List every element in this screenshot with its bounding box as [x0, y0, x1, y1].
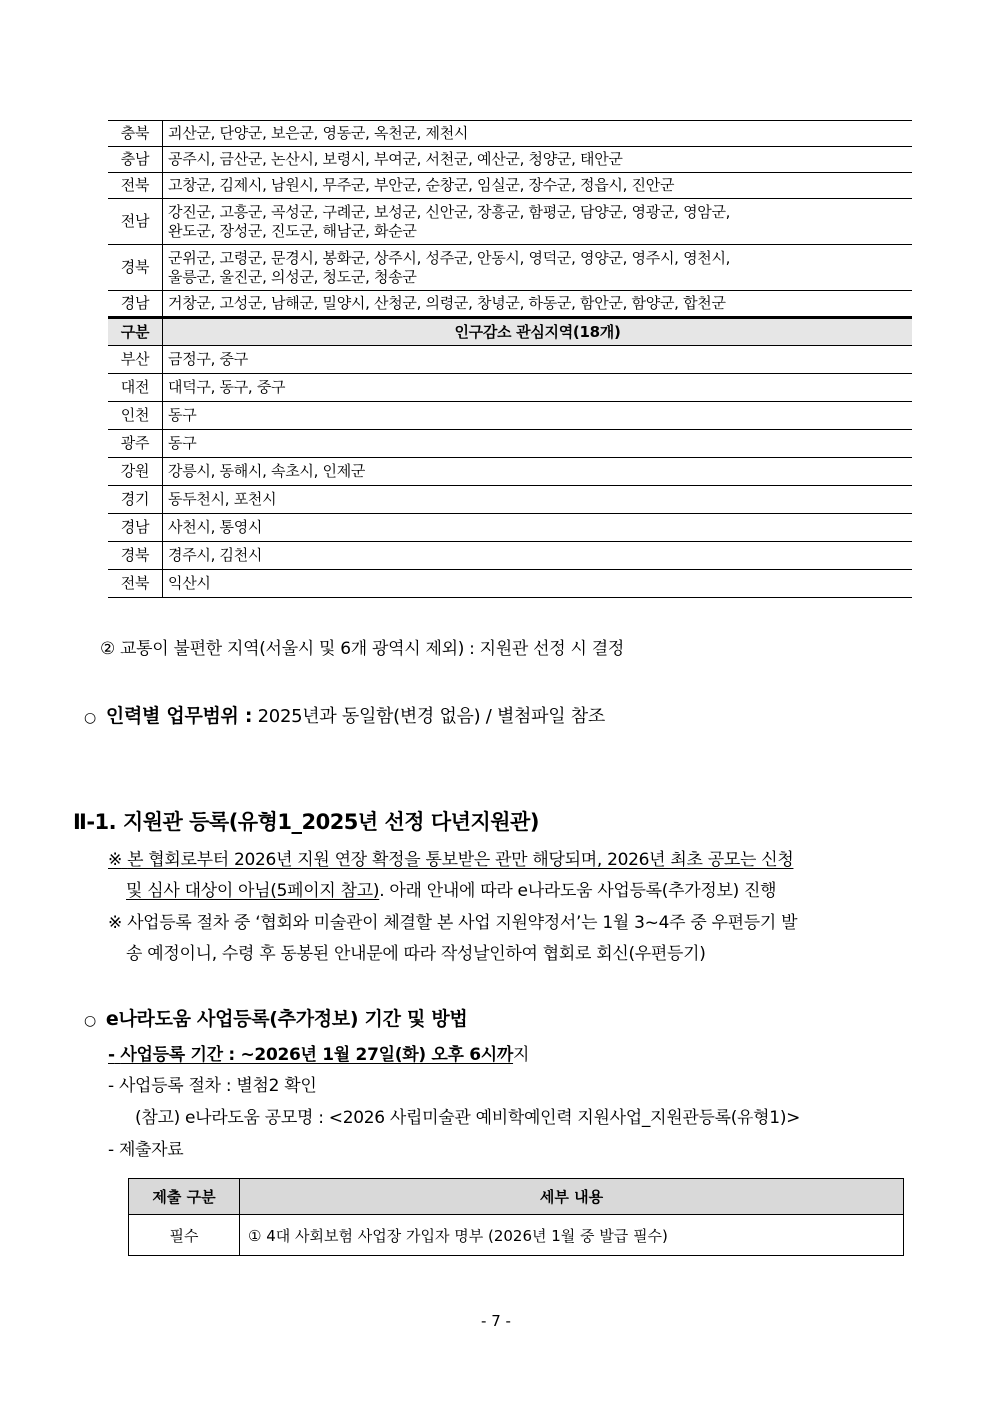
note1-line1 — [108, 845, 793, 870]
reference-mark-icon: ※ — [108, 850, 122, 870]
table-row — [108, 147, 912, 173]
work-scope-text: 2025년과 동일함(변경 없음) / 별첨파일 참조 — [257, 706, 605, 727]
column-header-details: 세부 내용 — [240, 1179, 904, 1215]
note2-line2: 송 예정이니, 수령 후 동봉된 안내문에 따라 작성날인하여 협회로 회신(우편등기) — [126, 944, 706, 964]
areas-line: 군위군, 고령군, 문경시, 봉화군, 상주시, 성주군, 안동시, 영덕군, 영양군, 영주시, 영천시, — [168, 248, 731, 267]
table-row — [108, 374, 912, 402]
registration-reference: (참고) e나라도움 공모명 : <2026 사립미술관 예비학예인력 지원사업_지원관등록(유형1)> — [135, 1108, 801, 1128]
areas-line: 강진군, 고흥군, 곡성군, 구례군, 보성군, 신안군, 장흥군, 함평군, 담양군, 영광군, 영암군, — [168, 202, 731, 221]
province-cell: 경남 — [108, 291, 163, 318]
registration-period-tail: 지 — [513, 1045, 530, 1065]
note1-underlined-line2: 및 심사 대상이 아님(5페이지 참고) — [126, 881, 380, 901]
registration-period-text: 사업등록 기간 : ~2026년 1월 27일(화) 오후 6시까 — [120, 1045, 514, 1065]
areas-cell — [163, 199, 913, 245]
areas-cell: 사천시, 통영시 — [163, 514, 913, 542]
areas-cell: 동구 — [163, 402, 913, 430]
province-cell: 강원 — [108, 458, 163, 486]
bullet-circle-icon: ○ — [84, 710, 96, 726]
submission-type-cell: 필수 — [129, 1215, 240, 1256]
table-row — [108, 570, 912, 598]
note1-underlined-line1 — [108, 850, 793, 870]
page-number: - 7 - — [481, 1312, 511, 1330]
registration-period — [108, 1040, 529, 1065]
registration-heading — [84, 1004, 467, 1031]
table-row — [108, 402, 912, 430]
column-header-category: 구분 — [108, 318, 163, 346]
section-title: Ⅱ-1. 지원관 등록(유형1_2025년 선정 다년지원관) — [73, 810, 539, 834]
table-row — [108, 199, 912, 245]
registration-materials: - 제출자료 — [108, 1140, 184, 1160]
registration-title: e나라도움 사업등록(추가정보) 기간 및 방법 — [105, 1008, 468, 1030]
province-cell: 전남 — [108, 199, 163, 245]
table-row — [108, 346, 912, 374]
areas-cell: 고창군, 김제시, 남원시, 무주군, 부안군, 순창군, 임실군, 장수군, 정읍시, 진안군 — [163, 173, 913, 199]
submission-table — [128, 1178, 904, 1256]
note1-text: 본 협회로부터 2026년 지원 연장 확정을 통보받은 관만 해당되며, 2026년 최초 공모는 신청 — [127, 850, 794, 870]
areas-line: 완도군, 장성군, 진도군, 해남군, 화순군 — [168, 221, 417, 240]
province-cell: 경기 — [108, 486, 163, 514]
table-row — [108, 173, 912, 199]
inconvenient-transport-item: ② 교통이 불편한 지역(서울시 및 6개 광역시 제외) : 지원관 선정 시 결정 — [100, 639, 624, 659]
province-cell: 부산 — [108, 346, 163, 374]
areas-cell: 익산시 — [163, 570, 913, 598]
province-cell: 전북 — [108, 173, 163, 199]
province-cell: 대전 — [108, 374, 163, 402]
note2-line1 — [108, 908, 797, 933]
table-header-row — [129, 1179, 904, 1215]
reference-mark-icon: ※ — [108, 913, 122, 933]
table-row — [108, 458, 912, 486]
areas-cell: 동구 — [163, 430, 913, 458]
province-cell: 경북 — [108, 542, 163, 570]
dash: - — [108, 1045, 115, 1065]
province-cell: 경남 — [108, 514, 163, 542]
table-row — [108, 291, 912, 318]
note1-line2 — [126, 876, 776, 901]
note2-text-line1: 사업등록 절차 중 ‘협회와 미술관이 체결할 본 사업 지원약정서’는 1월 3~4주 중 우편등기 발 — [127, 913, 798, 933]
table-row — [108, 121, 912, 147]
province-cell: 광주 — [108, 430, 163, 458]
table-row — [129, 1215, 904, 1256]
province-cell: 충남 — [108, 147, 163, 173]
areas-cell: 금정구, 중구 — [163, 346, 913, 374]
areas-line: 울릉군, 울진군, 의성군, 청도군, 청송군 — [168, 267, 417, 286]
table-row — [108, 542, 912, 570]
province-cell: 전북 — [108, 570, 163, 598]
areas-cell: 동두천시, 포천시 — [163, 486, 913, 514]
province-cell: 인천 — [108, 402, 163, 430]
areas-cell: 강릉시, 동해시, 속초시, 인제군 — [163, 458, 913, 486]
areas-cell: 공주시, 금산군, 논산시, 보령시, 부여군, 서천군, 예산군, 청양군, 태안군 — [163, 147, 913, 173]
areas-cell: 대덕구, 동구, 중구 — [163, 374, 913, 402]
table-row — [108, 514, 912, 542]
province-cell: 경북 — [108, 245, 163, 291]
areas-cell: 경주시, 김천시 — [163, 542, 913, 570]
column-header-interest-areas: 인구감소 관심지역(18개) — [163, 318, 913, 346]
table-row — [108, 430, 912, 458]
submission-detail-cell: ① 4대 사회보험 사업장 가입자 명부 (2026년 1월 중 발급 필수) — [240, 1215, 904, 1256]
areas-cell: 괴산군, 단양군, 보은군, 영동군, 옥천군, 제천시 — [163, 121, 913, 147]
bullet-circle-icon: ○ — [84, 1013, 96, 1029]
areas-cell: 거창군, 고성군, 남해군, 밀양시, 산청군, 의령군, 창녕군, 하동군, 함안군, 함양군, 합천군 — [163, 291, 913, 318]
work-scope-line — [84, 701, 605, 728]
registration-procedure: - 사업등록 절차 : 별첨2 확인 — [108, 1076, 317, 1096]
note1-rest: . 아래 안내에 따라 e나라도움 사업등록(추가정보) 진행 — [379, 881, 777, 901]
province-cell: 충북 — [108, 121, 163, 147]
registration-period-bold — [108, 1045, 513, 1065]
table-row — [108, 245, 912, 291]
work-scope-label: 인력별 업무범위 : — [105, 705, 253, 727]
column-header-submission-type: 제출 구분 — [129, 1179, 240, 1215]
region-table — [108, 120, 912, 598]
table-header-row — [108, 318, 912, 346]
table-row — [108, 486, 912, 514]
areas-cell — [163, 245, 913, 291]
